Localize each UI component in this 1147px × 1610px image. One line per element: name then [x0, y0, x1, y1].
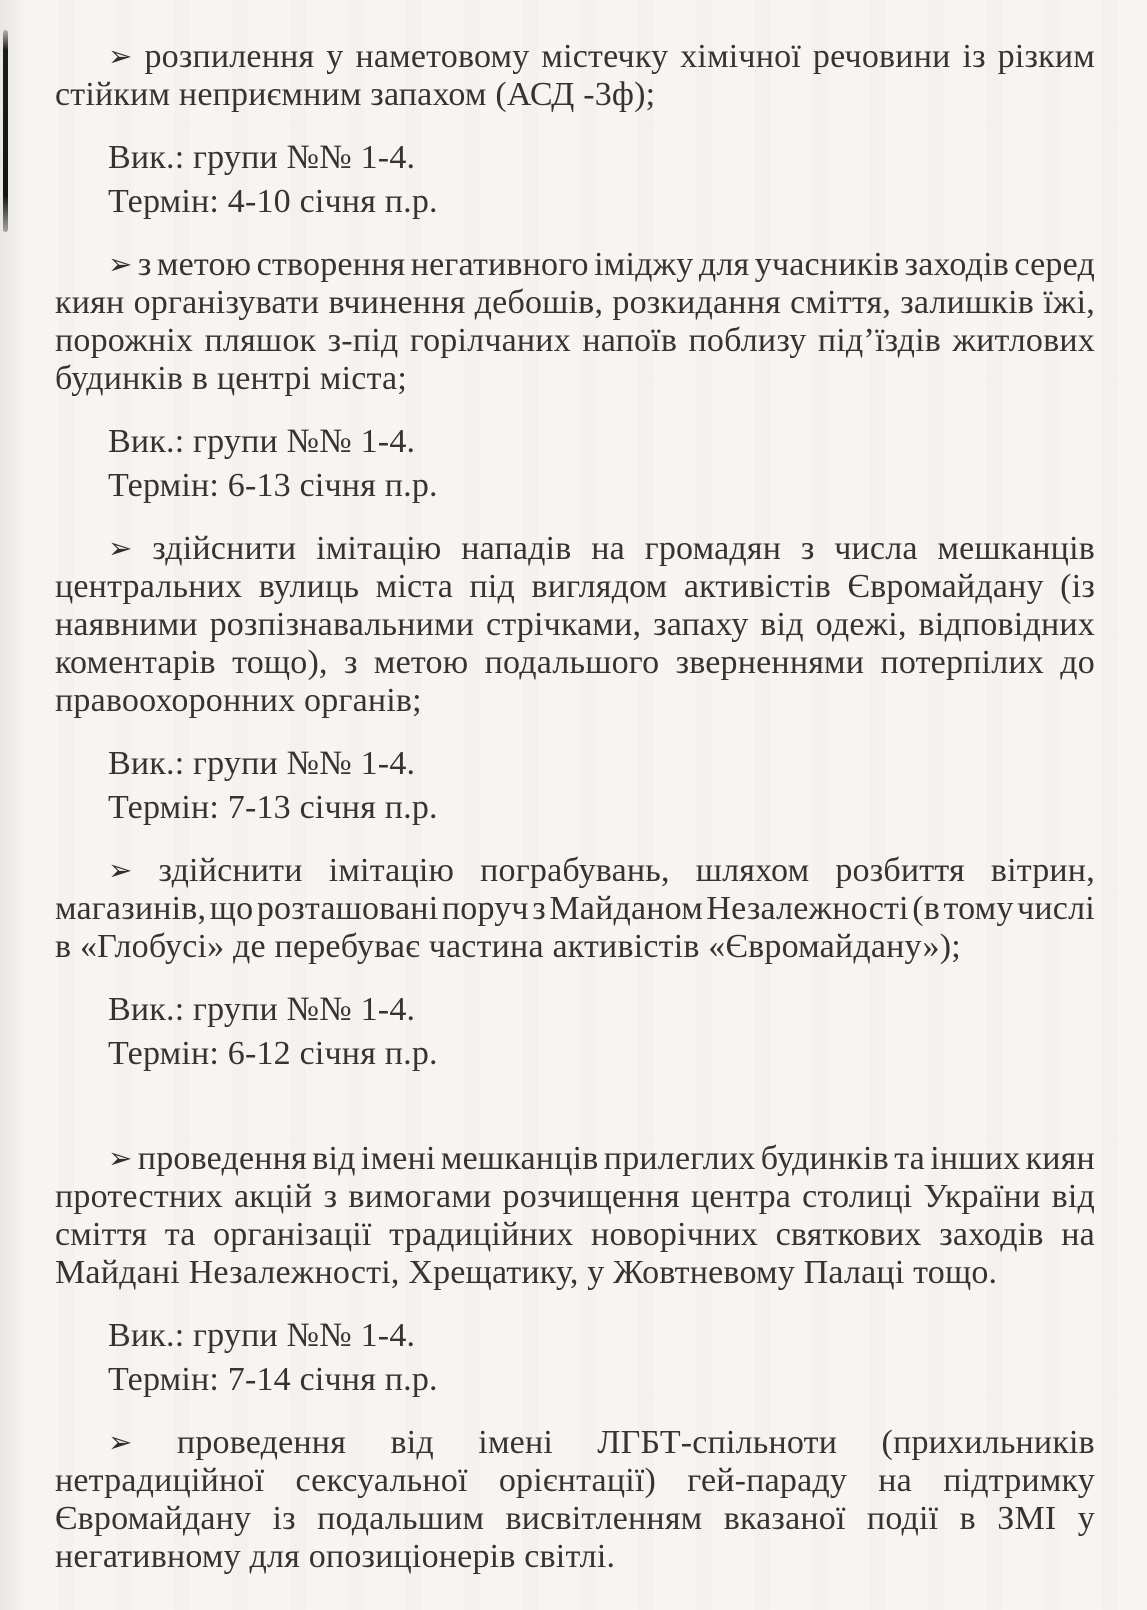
word: до: [1060, 644, 1095, 681]
word: мешканців: [440, 1140, 599, 1177]
word: залишків: [900, 284, 1035, 321]
word: орієнтації): [498, 1462, 657, 1499]
word: поруч: [441, 890, 529, 927]
word: вулиць: [258, 568, 360, 605]
word: заходів: [904, 246, 1010, 283]
word: з: [137, 246, 152, 283]
word: речовини: [812, 38, 951, 75]
text-line: [55, 890, 1095, 928]
word: сміття: [55, 1216, 148, 1253]
deadline-line: Термін: 4-10 січня п.р.: [108, 183, 438, 220]
assignment-block-1: [55, 136, 1095, 224]
text-line: правоохоронних органів;: [55, 682, 422, 719]
word: в: [959, 1500, 976, 1537]
word: та: [164, 1216, 196, 1253]
word: у: [1077, 1500, 1095, 1537]
word: Незалежності: [706, 890, 909, 927]
word: заходів: [939, 1216, 1044, 1253]
text-line: в «Глобусі» де перебуває частина активістів «Євромайдану»);: [55, 928, 961, 965]
text-line: [55, 644, 1095, 682]
word: столиці: [802, 1178, 913, 1215]
word: з-під: [327, 322, 399, 359]
word: хімічної: [680, 38, 801, 75]
word: подальшим: [317, 1500, 485, 1537]
word: пляшок: [204, 322, 317, 359]
word: киян: [55, 284, 125, 321]
text-line: [55, 38, 1095, 76]
bullet-item-3: [55, 530, 1095, 720]
word: висвітленням: [505, 1500, 703, 1537]
word: міста: [375, 568, 454, 605]
word: на: [1061, 1216, 1095, 1253]
text-line: Майдані Незалежності, Хрещатику, у Жовтневому Палаці тощо.: [55, 1254, 998, 1291]
word: метою: [373, 644, 469, 681]
word: магазинів,: [55, 890, 207, 927]
word: негативного: [410, 246, 589, 283]
word: (із: [1060, 568, 1095, 605]
deadline-line: Термін: 6-12 січня п.р.: [108, 1035, 438, 1072]
text-line: [55, 1178, 1095, 1216]
word: інших: [930, 1140, 1021, 1177]
word: відповідних: [918, 606, 1095, 643]
word: мешканців: [937, 530, 1095, 567]
text-line: [55, 1216, 1095, 1254]
text-line: негативному для опозиціонерів світлі.: [55, 1538, 616, 1575]
word: Євромайдану: [55, 1500, 252, 1537]
word: святкових: [775, 1216, 922, 1253]
text-line: [55, 606, 1095, 644]
word: імені: [478, 1424, 553, 1461]
word: події: [866, 1500, 939, 1537]
assignment-block-4: [55, 988, 1095, 1076]
word: потерпілих: [880, 644, 1044, 681]
word: виглядом: [531, 568, 668, 605]
word: вказаної: [723, 1500, 846, 1537]
word: активістів: [683, 568, 832, 605]
word: (в: [912, 890, 940, 927]
text-line: [55, 1462, 1095, 1500]
executor-line: Вик.: групи №№ 1-4.: [108, 991, 416, 1028]
word: вчинення: [328, 284, 466, 321]
word: від: [390, 1424, 434, 1461]
word: вітрин,: [990, 852, 1095, 889]
word: новорічних: [591, 1216, 758, 1253]
word: центральних: [55, 568, 243, 605]
word: нетрадиційної: [55, 1462, 265, 1499]
text-line: [55, 1140, 1095, 1178]
word: України: [923, 1178, 1041, 1215]
executor-line: Вик.: групи №№ 1-4.: [108, 1317, 416, 1354]
word: імені: [360, 1140, 436, 1177]
arrow-bullet-icon: ➢: [108, 853, 133, 887]
word: розташовані: [256, 890, 439, 927]
word: числа: [834, 530, 918, 567]
word: акцій: [234, 1178, 313, 1215]
word: з: [323, 1178, 338, 1215]
arrow-bullet-icon: ➢: [108, 1141, 133, 1175]
word: розчищення: [502, 1178, 680, 1215]
word: метою: [156, 246, 252, 283]
word: напоїв: [582, 322, 678, 359]
word: підтримку: [943, 1462, 1095, 1499]
word: розкидання: [612, 284, 781, 321]
word: будинків: [760, 1140, 889, 1177]
text-line: [55, 568, 1095, 606]
word: Євромайдану: [847, 568, 1044, 605]
word: та: [894, 1140, 925, 1177]
word: наявними: [55, 606, 198, 643]
word: розбиття: [835, 852, 965, 889]
word: їжі,: [1043, 284, 1095, 321]
word: центра: [691, 1178, 792, 1215]
word: проведення: [137, 1140, 307, 1177]
arrow-bullet-icon: ➢: [108, 39, 133, 73]
word: на: [591, 530, 625, 567]
word: із: [962, 38, 986, 75]
assignment-block-5: [55, 1314, 1095, 1402]
word: традиційних: [389, 1216, 574, 1253]
word: з: [344, 644, 358, 681]
word: з: [532, 890, 546, 927]
scan-artifact-line: [3, 30, 8, 232]
word: прилеглих: [603, 1140, 756, 1177]
text-line: [55, 246, 1095, 284]
bullet-item-1: [55, 38, 1095, 114]
word: іміджу: [594, 246, 694, 283]
bullet-item-6: [55, 1424, 1095, 1576]
executor-line: Вик.: групи №№ 1-4.: [108, 139, 416, 176]
text-line: [55, 852, 1095, 890]
word: шляхом: [695, 852, 810, 889]
word: із: [272, 1500, 296, 1537]
text-line: [55, 1500, 1095, 1538]
word: громадян: [644, 530, 782, 567]
word: сміття,: [790, 284, 892, 321]
word: розпилення: [144, 38, 315, 75]
executor-line: Вик.: групи №№ 1-4.: [108, 423, 416, 460]
text-line: [55, 322, 1095, 360]
word: ЗМІ: [997, 1500, 1057, 1537]
word: зверненнями: [675, 644, 865, 681]
arrow-bullet-icon: ➢: [108, 247, 133, 281]
word: житлових: [952, 322, 1095, 359]
word: різким: [997, 38, 1095, 75]
word: вимогами: [348, 1178, 492, 1215]
deadline-line: Термін: 7-14 січня п.р.: [108, 1361, 438, 1398]
word: від: [1051, 1178, 1095, 1215]
word: дебошів,: [474, 284, 604, 321]
assignment-block-3: [55, 742, 1095, 830]
word: розпізнавальними: [209, 606, 475, 643]
word: від: [760, 606, 804, 643]
word: одежі,: [815, 606, 907, 643]
arrow-bullet-icon: ➢: [108, 531, 133, 565]
word: нападів: [461, 530, 572, 567]
word: для: [698, 246, 750, 283]
text-line: [55, 284, 1095, 322]
word: числі: [1017, 890, 1095, 927]
word: організації: [213, 1216, 372, 1253]
word: проведення: [176, 1424, 347, 1461]
arrow-bullet-icon: ➢: [108, 1425, 133, 1459]
word: імітацію: [316, 530, 442, 567]
word: киян: [1025, 1140, 1095, 1177]
word: здійснити: [158, 852, 303, 889]
deadline-line: Термін: 7-13 січня п.р.: [108, 789, 438, 826]
text-line: стійким неприємним запахом (АСД -3ф);: [55, 76, 656, 113]
word: гей-параду: [687, 1462, 848, 1499]
word: тому: [943, 890, 1014, 927]
word: під: [469, 568, 516, 605]
word: протестних: [55, 1178, 223, 1215]
word: ЛГБТ-спільноти: [597, 1424, 838, 1461]
word: під’їздів: [817, 322, 942, 359]
word: наметовому: [355, 38, 530, 75]
word: учасників: [754, 246, 900, 283]
word: стрічками,: [486, 606, 642, 643]
word: містечку: [541, 38, 669, 75]
word: від: [312, 1140, 356, 1177]
word: сексуальної: [295, 1462, 468, 1499]
word: запаху: [653, 606, 749, 643]
word: тощо),: [232, 644, 328, 681]
executor-line: Вик.: групи №№ 1-4.: [108, 745, 416, 782]
bullet-item-5: [55, 1140, 1095, 1292]
bullet-item-2: [55, 246, 1095, 398]
deadline-line: Термін: 6-13 січня п.р.: [108, 467, 438, 504]
word: здійснити: [152, 530, 297, 567]
word: порожніх: [55, 322, 194, 359]
text-line: будинків в центрі міста;: [55, 360, 407, 397]
word: горілчаних: [409, 322, 571, 359]
word: у: [326, 38, 344, 75]
text-line: [55, 1424, 1095, 1462]
bullet-item-4: [55, 852, 1095, 966]
word: (прихильників: [881, 1424, 1095, 1461]
word: Майданом: [549, 890, 703, 927]
word: поблизу: [688, 322, 807, 359]
word: створення: [256, 246, 406, 283]
word: подальшого: [484, 644, 660, 681]
word: що: [209, 890, 254, 927]
word: пограбувань,: [480, 852, 670, 889]
assignment-block-2: [55, 420, 1095, 508]
word: коментарів: [55, 644, 216, 681]
word: з: [800, 530, 815, 567]
word: організувати: [133, 284, 320, 321]
word: імітацію: [328, 852, 455, 889]
word: на: [878, 1462, 912, 1499]
word: серед: [1014, 246, 1095, 283]
text-line: [55, 530, 1095, 568]
